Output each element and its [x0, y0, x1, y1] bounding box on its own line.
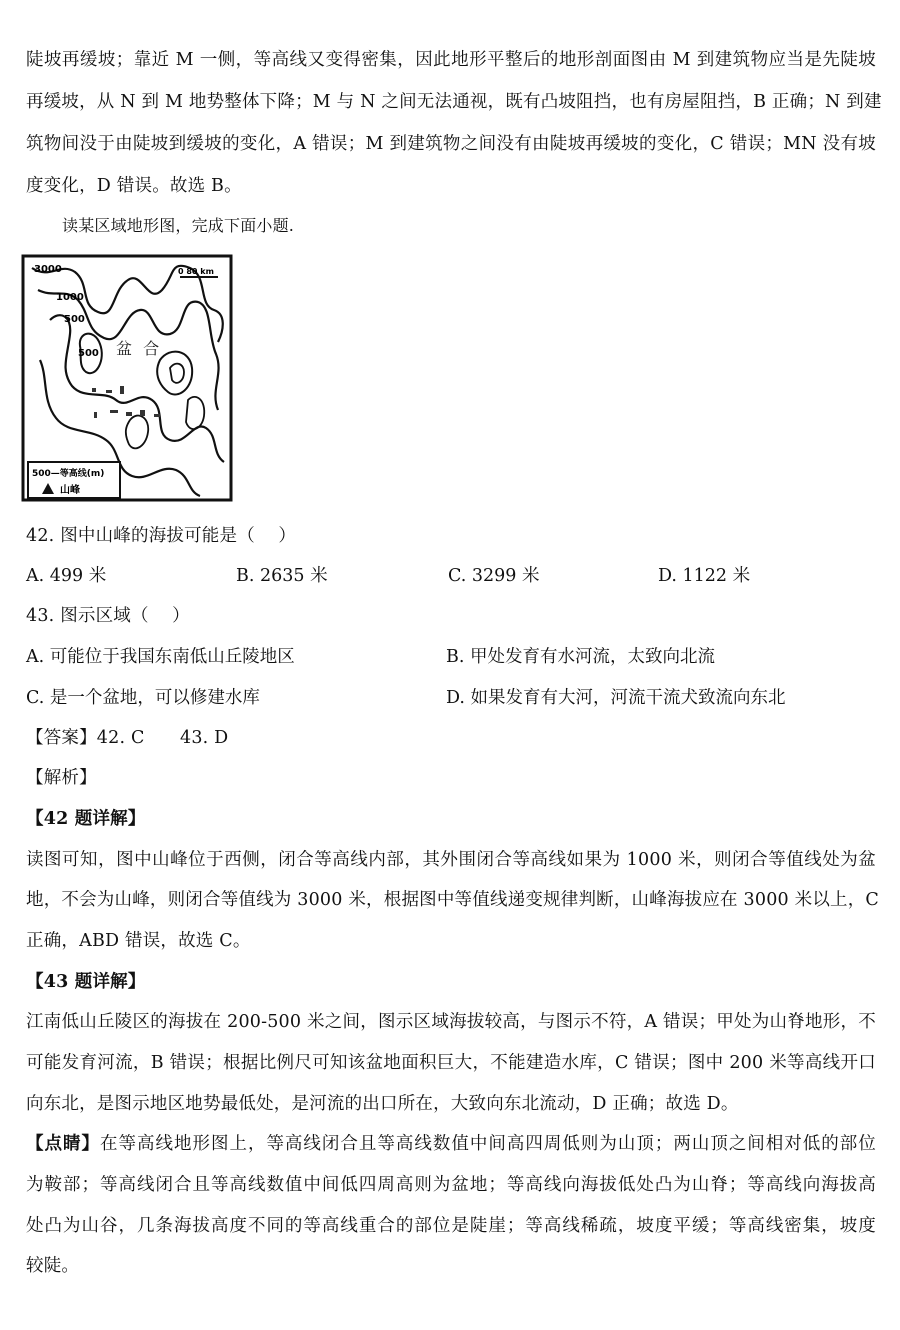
detail-42-title: 【42 题详解】 [26, 809, 146, 829]
detail-42-line-2: 地，不会为山峰，则闭合等值线为 3000 米，根据图中等值线递变规律判断，山峰海拔应在 3000 米以上，C [26, 890, 880, 910]
tip-label: 【点睛】 [26, 1134, 100, 1154]
tip-text-1: 在等高线地形图上，等高线闭合且等高线数值中间高四周低则为山顶；两山顶之间相对低的部位 [99, 1134, 876, 1154]
contour-label-500-a: 500 [64, 314, 85, 325]
question-intro: 读某区域地形图，完成下面小题. [62, 216, 295, 235]
detail-42-line-1: 读图可知，图中山峰位于西侧，闭合等高线内部，其外围闭合等高线如果为 1000 米，则闭合等值线处为盆 [26, 850, 876, 870]
answer-line: 【答案】42. C 43. D [26, 728, 229, 748]
q43-option-b: B. 甲处发育有水河流，太致向北流 [446, 647, 715, 667]
detail-43-line-3: 向东北，是图示地区地势最低处，是河流的出口所在，大致向东北流动，D 正确；故选 D。 [26, 1094, 739, 1114]
scale-bar-label: 0 80 km [178, 267, 214, 276]
tip-line-2: 为鞍部；等高线闭合且等高线数值中间低四周高则为盆地；等高线向海拔低处凸为山脊；等高线向海拔高 [26, 1175, 876, 1195]
q42-option-a: A. 499 米 [26, 566, 107, 586]
detail-43-title: 【43 题详解】 [26, 972, 146, 992]
detail-43-line-2: 可能发育河流，B 错误；根据比例尺可知该盆地面积巨大，不能建造水库，C 错误；图中 200 米等高线开口 [26, 1053, 876, 1073]
tip-line-4: 较陡。 [26, 1256, 80, 1276]
tip-line-3: 处凸为山谷，几条海拔高度不同的等高线重合的部位是陡崖；等高线稀疏，坡度平缓；等高线密集，坡度 [26, 1216, 876, 1236]
contour-label-1000: 1000 [56, 292, 84, 303]
prev-text-line-1: 陡坡再缓坡；靠近 M 一侧，等高线又变得密集，因此地形平整后的地形剖面图由 M 到建筑物应当是先陡坡 [26, 50, 876, 70]
legend-peak-label: 山峰 [60, 485, 80, 496]
prev-text-line-3: 筑物间没于由陡坡到缓坡的变化，A 错误；M 到建筑物之间没有由陡坡再缓坡的变化，C 错误；MN 没有坡 [26, 134, 876, 154]
question-43-stem: 43. 图示区域（ ） [26, 606, 190, 626]
prev-text-line-4: 度变化，D 错误。故选 B。 [26, 176, 242, 196]
region-label: 盆 合 [116, 339, 163, 358]
q42-option-c: C. 3299 米 [448, 566, 540, 586]
analysis-label: 【解析】 [26, 768, 97, 788]
legend-contour-label: 500—等高线(m) [32, 469, 105, 479]
q43-option-a: A. 可能位于我国东南低山丘陵地区 [26, 647, 295, 667]
tip-line-1 [26, 1132, 876, 1156]
q42-option-d: D. 1122 米 [658, 566, 751, 586]
detail-42-line-3: 正确，ABD 错误，故选 C。 [26, 931, 251, 951]
contour-label-500-b: 500 [78, 348, 99, 359]
q42-option-b: B. 2635 米 [236, 566, 328, 586]
detail-43-line-1: 江南低山丘陵区的海拔在 200-500 米之间，图示区域海拔较高，与图示不符，A 错误；甲处为山脊地形，不 [26, 1012, 876, 1032]
prev-text-line-2: 再缓坡，从 N 到 M 地势整体下降；M 与 N 之间无法通视，既有凸坡阻挡，也有房屋阻挡，B 正确；N 到建 [26, 92, 882, 112]
topographic-map [20, 250, 236, 502]
q43-option-d: D. 如果发育有大河，河流干流犬致流向东北 [446, 688, 786, 708]
contour-label-3000: 3000 [34, 264, 62, 275]
q43-option-c: C. 是一个盆地，可以修建水库 [26, 688, 260, 708]
question-42-stem: 42. 图中山峰的海拔可能是（ ） [26, 526, 297, 546]
